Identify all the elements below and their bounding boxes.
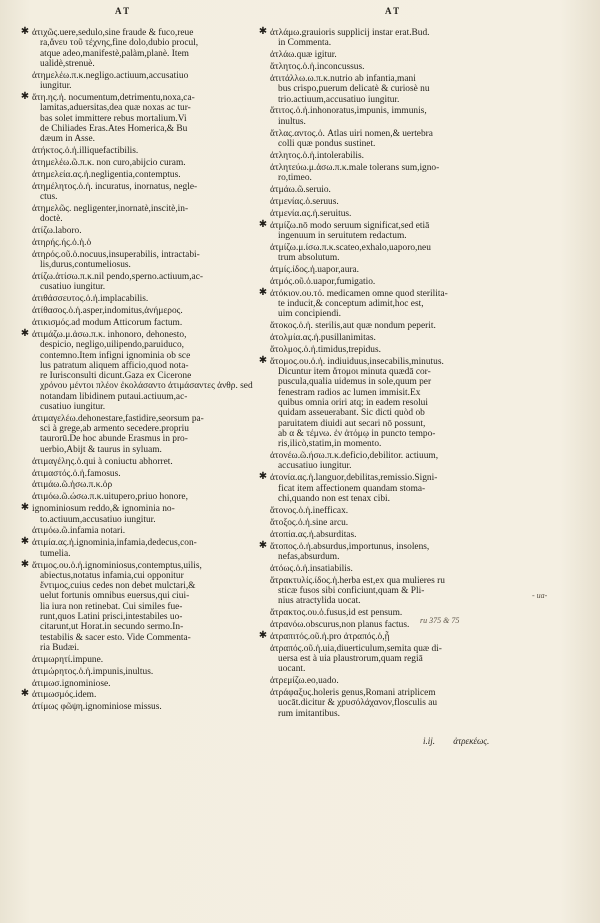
dictionary-entry (270, 62, 532, 72)
entry-line: ἀτηρός.οῦ.ὁ.nocuus,insuperabilis, intractabi- (32, 249, 200, 260)
entry-line: ἄτοπος.ὁ.ἡ.absurdus,importunus, insolens, (270, 541, 430, 552)
entry-line: iungitur. (40, 81, 72, 92)
dictionary-entry (270, 676, 532, 686)
signature-line (423, 736, 505, 746)
entry-line: ra,ἄνευ τοῦ τέχνης,fine dolo,dubio procul, (40, 38, 199, 49)
entry-line: ctus. (40, 192, 58, 203)
dictionary-entry (32, 158, 284, 168)
entry-line: ἀτρανόω.obscurus,non planus factus. (270, 619, 410, 630)
dictionary-entry (20, 558, 284, 654)
dictionary-entry (270, 608, 532, 618)
dictionary-entry (32, 71, 284, 92)
entry-line: ἀτημελῶς. negligenter,inornatè,inscitè,in- (32, 203, 189, 214)
entry-line: ἀτιμάζω.μ.ἀσω.π.κ. inhonoro, dehonesto, (32, 329, 187, 340)
entry-line: ἀτιμωσ.ignominiose. (32, 678, 111, 689)
entry-line: ignominiosum reddo,& ignominia no- (32, 504, 175, 515)
dictionary-entry (270, 345, 532, 355)
entry-line: sci à grege,ab armento secedere.propriu (40, 424, 189, 435)
entry-line: ἄτλας.αντος.ὁ. Atlas uiri nomen,& uertebra (270, 128, 433, 139)
entry-line: taurorū.De hoc abunde Erasmus in pro- (40, 434, 188, 445)
entry-line: ἀτρεμίζω.eo,uado. (270, 676, 339, 687)
header-right: A T (385, 6, 400, 16)
asterisk-icon: ✱ (258, 354, 268, 366)
dictionary-entry (32, 146, 284, 156)
dictionary-entry (270, 518, 532, 528)
entry-line: ἀτλάω.quæ igitur. (270, 50, 337, 61)
dictionary-entry (270, 506, 532, 516)
entry-line: ἀτίζω.ἀτίσω.π.κ.nil pendo,sperno.actiuum,ac- (32, 272, 203, 283)
entry-line: ἀτμός.οῦ.ὁ.uapor,fumigatio. (270, 276, 376, 287)
dictionary-entry (32, 170, 284, 180)
entry-line: ἀτιμώρητος.ὁ.ἡ.impunis,inultus. (32, 666, 154, 677)
entry-line: ἀτοπία.ας.ἡ.absurditas. (270, 529, 357, 540)
dictionary-entry (32, 294, 284, 304)
asterisk-icon: ✱ (20, 90, 30, 102)
entry-line: ἀτιμωσμός.idem. (32, 690, 97, 701)
dictionary-entry (258, 471, 532, 504)
entry-line: ἀτιμάω.ῶ.ἡσω.π.κ.ὁρ (32, 480, 113, 491)
entry-line: accusatiuo iungitur. (278, 461, 352, 472)
dictionary-entry (32, 306, 284, 316)
entry-line: abiectus,notatus infamia,cui opponitur (40, 570, 184, 581)
dictionary-entry (258, 354, 532, 450)
entry-line: ἀτημέλητος.ὁ.ἡ. incuratus, inornatus, negle- (32, 181, 198, 192)
dictionary-entry (32, 238, 284, 248)
entry-line: ἀτιθάσσευτος.ὁ.ἡ.implacabilis. (32, 294, 149, 305)
entry-line: ἄτολμος.ὁ.ἡ.timidus,trepidus. (270, 345, 381, 355)
entry-line: trio.actiuum,accusatiuo iungitur. (278, 94, 400, 105)
dictionary-entry (270, 163, 532, 184)
dictionary-entry (20, 90, 284, 145)
entry-line: ἄτρακτυλίς.ίδος.ἡ.herba est,ex qua mulieres ru (270, 575, 445, 586)
entry-line: fenestram radios ac lumen immisit.Ex (278, 387, 421, 398)
asterisk-icon: ✱ (258, 629, 268, 641)
entry-line: in Commenta. (278, 38, 332, 49)
entry-line: quibus omnia oriri atq; in eadem resolui (278, 398, 428, 409)
entry-line: te inducit,& conceptum adimit,hoc est, (278, 299, 424, 310)
entry-line: ἄτιμος.ου.ὁ.ἡ.ignominiosus,contemptus,uilis, (32, 560, 202, 571)
entry-line: ἀτμάω.ῶ.seruio. (270, 184, 331, 195)
signature-mark: i.ij. (423, 736, 436, 746)
header-left: A T (115, 6, 130, 16)
dictionary-entry (270, 151, 532, 161)
entry-line: ἀτιμαγέλης.ὁ.qui à coniuctu abhorret. (32, 456, 173, 467)
entry-line: ro,timeo. (278, 173, 312, 184)
entry-line: ἔντιμος,cuius cedes non debet mulctari,& (40, 581, 196, 592)
entry-line: ἄτη.ης.ἡ. nocumentum,detrimentu,noxa,ca- (32, 92, 195, 103)
entry-line: ἀτιμόω.ῶ.infamia notari. (32, 526, 126, 537)
dictionary-entry (270, 129, 532, 150)
entry-line: ἀτιμία.ας.ἡ.ignominia,infamia,dedecus,con- (32, 538, 197, 549)
entry-line: uim concipiendi. (278, 309, 342, 320)
dictionary-entry (270, 451, 532, 472)
dictionary-entry (20, 327, 284, 412)
dictionary-entry (20, 26, 284, 69)
entry-line: ἀτμίζω.nō modo seruum significat,sed etiā (270, 220, 430, 231)
entry-line: ris,ilicò,statim,in momento. (278, 439, 382, 450)
entry-line: ἀτλητος.ὁ.ἡ.intolerabilis. (270, 150, 364, 161)
entry-line: ab α & τέμνω. ἐν ἀτόμῳ in puncto tempo- (278, 428, 436, 439)
asterisk-icon: ✱ (20, 26, 30, 37)
entry-line: Dicuntur item ἄτομοι minuta quædā cor- (278, 367, 431, 378)
entry-line: ἀτονέω.ῶ.ήσω.π.κ.deficio,debilitor. actiuum, (270, 451, 439, 462)
asterisk-icon: ✱ (258, 539, 268, 551)
dictionary-entry (20, 688, 284, 701)
entry-line: testabilis & sacer esto. Vide Commenta- (40, 632, 191, 643)
dictionary-entry (270, 265, 532, 275)
asterisk-icon: ✱ (20, 536, 30, 548)
dictionary-entry (32, 679, 284, 689)
entry-line: uersa est à uia plaustrorum,quam regiā (278, 654, 423, 665)
entry-line: ἀτιμωρητί.impune. (32, 654, 104, 665)
entry-line: dæum in Asse. (40, 134, 95, 145)
entry-line: ἄτοκος.ὁ.ἡ. sterilis,aut quæ nondum peperit. (270, 321, 436, 332)
dictionary-entry (32, 272, 284, 293)
entry-line: ἀτράφαξυς.holeris genus,Romani atriplicem (270, 688, 436, 699)
entry-line: ἀτικισμός.ad modum Atticorum factum. (32, 318, 183, 329)
entry-line: chi,quando non est tenax cibi. (278, 493, 390, 504)
dictionary-entry (32, 414, 284, 455)
asterisk-icon: ✱ (258, 286, 268, 298)
entry-line: ἀτιμόω.ῶ.ώσω.π.κ.uitupero,priuo honore, (32, 492, 188, 503)
entry-line: tumelia. (40, 548, 71, 559)
entry-line: ἀτονία.ας.ἡ.languor,debilitas,remissio.Signi- (270, 473, 438, 484)
running-header (0, 6, 600, 20)
entry-line: inultus. (278, 116, 306, 127)
dictionary-entry (32, 469, 284, 479)
dictionary-entry (270, 185, 532, 195)
dictionary-entry (270, 197, 532, 207)
dictionary-entry (32, 492, 284, 502)
entry-line: doctè. (40, 214, 63, 225)
entry-line: bus crispo,puerum delicatè & curiosè nu (278, 84, 430, 95)
dictionary-entry (270, 321, 532, 331)
entry-line: ἀτίμως φῶψη.ignominiose missus. (32, 702, 162, 713)
dictionary-entry (32, 480, 284, 490)
entry-line: de Chiliades Eras.Ates Homerica,& Bu (40, 123, 188, 134)
asterisk-icon: ✱ (20, 558, 30, 570)
margin-note-2: ru 375 & 75 (420, 616, 460, 625)
asterisk-icon: ✱ (258, 471, 268, 483)
dictionary-entry (270, 530, 532, 540)
dictionary-entry (270, 50, 532, 60)
entry-line: ἀτραπός.οῦ.ἡ.uia,diuerticulum,semita quæ di- (270, 643, 442, 654)
entry-line: cusatiuo iungitur. (40, 282, 106, 293)
dictionary-entry (270, 243, 532, 264)
entry-line: ἀτίζω.laboro. (32, 226, 82, 237)
entry-line: re Iurisconsulti dicunt.Gaza ex Cicerone (40, 371, 192, 382)
dictionary-entry (32, 655, 284, 665)
entry-line: ἀτηρής.ής.ὁ.ἡ.ὁ (32, 237, 92, 248)
entry-line: ἀτμίζω.μ.ίσω.π.κ.scateo,exhalo,uaporo,neu (270, 242, 431, 253)
entry-line: puscula,qualia uidemus in sole,quum per (278, 377, 432, 388)
entry-line: nius atractylida uocat. (278, 596, 361, 607)
entry-line: ἀτιμαστός.ὁ.ἡ.famosus. (32, 468, 121, 479)
dictionary-entry (270, 688, 532, 719)
entry-line: lis,durus,contumeliosus. (40, 260, 131, 271)
dictionary-entry (32, 204, 284, 225)
asterisk-icon: ✱ (20, 502, 30, 514)
entry-line: ria Budæi. (40, 642, 80, 653)
entry-line: ἀτημελέω.π.κ.negligo.actiuum,accusatiuo (32, 70, 189, 81)
asterisk-icon: ✱ (258, 218, 268, 230)
dictionary-entry (270, 106, 532, 127)
dictionary-entry (32, 526, 284, 536)
dictionary-entry (258, 218, 532, 242)
catchword: ἀτρεκέως. (453, 736, 490, 746)
dictionary-entry (270, 620, 532, 630)
asterisk-icon: ✱ (258, 26, 268, 37)
entry-line: rum imitantibus. (278, 708, 340, 719)
dictionary-entry (258, 286, 532, 320)
entry-line: ingenuum in seruitutem redactum. (278, 230, 407, 241)
entry-line: to.actiuum,accusatiuo iungitur. (40, 514, 156, 525)
entry-line: quidam asseuerabant. Sic dicti quòd ob (278, 408, 425, 419)
entry-line: ἀτιχῶς.uere,sedulo,sine fraude & fuco,reue (32, 28, 194, 38)
entry-line: ἀτολμία.ας.ἡ.pusillanimitas. (270, 333, 376, 344)
entry-line: contemno.Item infigni ignominia ob sce (40, 350, 191, 361)
dictionary-entry (32, 457, 284, 467)
entry-line: atque adeo,manifestè,palàm,planè. Item (40, 48, 189, 59)
entry-line: ἀτήκτος.ὁ.ἡ.illiquefactibilis. (32, 146, 139, 157)
entry-line: ualidè,strenuè. (40, 58, 95, 69)
dictionary-entry (270, 277, 532, 287)
entry-line: sticæ fusos sibi conficiunt,quam & Pli- (278, 585, 425, 596)
entry-line: trum absolutum. (278, 253, 340, 264)
entry-line: ἀτμίς.ίδος.ἡ.uapor,aura. (270, 264, 360, 275)
entry-line: ἀτραπιτός.οῦ.ἡ.pro ἀτραπός.ὁ,ᾗ (270, 631, 390, 642)
entry-line: lamitas,aduersitas,dea quæ noxas ac tur- (40, 103, 191, 114)
entry-line: uocāt.dicitur & χρυσόλάχανον,flosculis au (278, 698, 438, 709)
entry-line: ἀτλάμω.grauioris supplicij instar erat.Bud. (270, 28, 430, 38)
dictionary-entry (258, 629, 532, 642)
entry-line: ἀτμενία.ας.ἡ.seruitus. (270, 208, 352, 219)
entry-line: ἀτόως.ὁ.ἡ.insatiabilis. (270, 563, 353, 574)
asterisk-icon: ✱ (20, 327, 30, 339)
entry-line: runt,quos Latini prisci,intestabiles uo- (40, 611, 183, 622)
dictionary-entry (32, 318, 284, 328)
entry-line: ἄτλητος.ὁ.ἡ.inconcussus. (270, 62, 365, 73)
left-column (20, 26, 284, 714)
dictionary-entry (32, 667, 284, 677)
entry-line: uelut fortunis omnibus euersus,qui ciui- (40, 591, 190, 602)
entry-line: uerbio,Abijt & taurus in syluam. (40, 444, 162, 455)
entry-line: ἀτλητεύω.μ.ἀσω.π.κ.male tolerans sum,igno- (270, 162, 440, 173)
entry-line: ἀτιτάλλω.ω.π.κ.nutrio ab infantia,mani (270, 73, 416, 84)
dictionary-entry (270, 209, 532, 219)
entry-line: ficat item affectionem quandam stoma- (278, 483, 426, 494)
entry-line: ἀτιμαγελέω.dehonestare,fastidire,seorsum pa- (32, 413, 204, 424)
entry-line: χρόνου μέντοι πλέον ἐκολάσαντο ἀτιμάσαντες ἀνθρ. sed (40, 381, 253, 392)
entry-line: ἀτμενίας.ὁ.seruus. (270, 196, 339, 207)
entry-line: despicio, negligo,uilipendo,paruiduco, (40, 340, 184, 351)
dictionary-entry (270, 333, 532, 343)
dictionary-entry (20, 502, 284, 525)
entry-line: cusatiuo iungitur. (40, 402, 106, 412)
dictionary-entry (270, 644, 532, 675)
entry-line: lus patratum aliquem afficio,quod nota- (40, 360, 189, 371)
entry-line: ἀτίθασος.ὁ.ἡ.asper,indomitus,ἀνήμερος. (32, 306, 183, 317)
asterisk-icon: ✱ (20, 688, 30, 700)
dictionary-entry (258, 539, 532, 563)
margin-note-1: - ua- (532, 591, 548, 600)
dictionary-entry (32, 226, 284, 236)
entry-line: uocant. (278, 664, 306, 675)
entry-line: ἄτοξος.ὁ.ἡ.sine arcu. (270, 517, 349, 528)
entry-line: paruitatem diuidi aut secari nō possunt, (278, 418, 426, 429)
dictionary-entry (270, 74, 532, 105)
entry-line: ἀτημελέω.ῶ.π.κ. non curo,abijcio curam. (32, 157, 186, 168)
entry-line: citarunt,ut Horat.in secundo sermo.In- (40, 622, 184, 633)
entry-line: bas solet immittere rebus mortalium.Vi (40, 113, 187, 124)
entry-line: notandam libidinem putaui.actiuum,ac- (40, 391, 188, 402)
dictionary-entry (270, 564, 532, 574)
right-column (258, 26, 532, 721)
entry-line: ἄτιτος.ὁ.ἡ.inhonoratus,impunis, immunis, (270, 106, 427, 117)
dictionary-entry (32, 182, 284, 203)
entry-line: ἀτόκιον.ου.τό. medicamen omne quod sterilita- (270, 288, 448, 299)
dictionary-entry (32, 250, 284, 271)
dictionary-entry (32, 702, 284, 712)
dictionary-entry (20, 536, 284, 559)
entry-line: ἄτρακτος.ου.ὁ.fusus,id est pensum. (270, 608, 403, 619)
entry-line: colli quæ pondus sustinet. (278, 138, 376, 149)
entry-line: lia iura non retinebat. Cui similes fue- (40, 601, 183, 612)
entry-line: ἄτομος.ου.ὁ.ἡ. indiuiduus,insecabilis,minutus. (270, 356, 444, 367)
entry-line: nefas,absurdum. (278, 551, 340, 562)
dictionary-entry (270, 576, 532, 607)
dictionary-entry (258, 26, 532, 49)
entry-line: ἀτημελεία.ας.ἡ.negligentia,contemptus. (32, 169, 181, 180)
entry-line: ἄτονος.ὁ.ἡ.inefficax. (270, 505, 349, 516)
